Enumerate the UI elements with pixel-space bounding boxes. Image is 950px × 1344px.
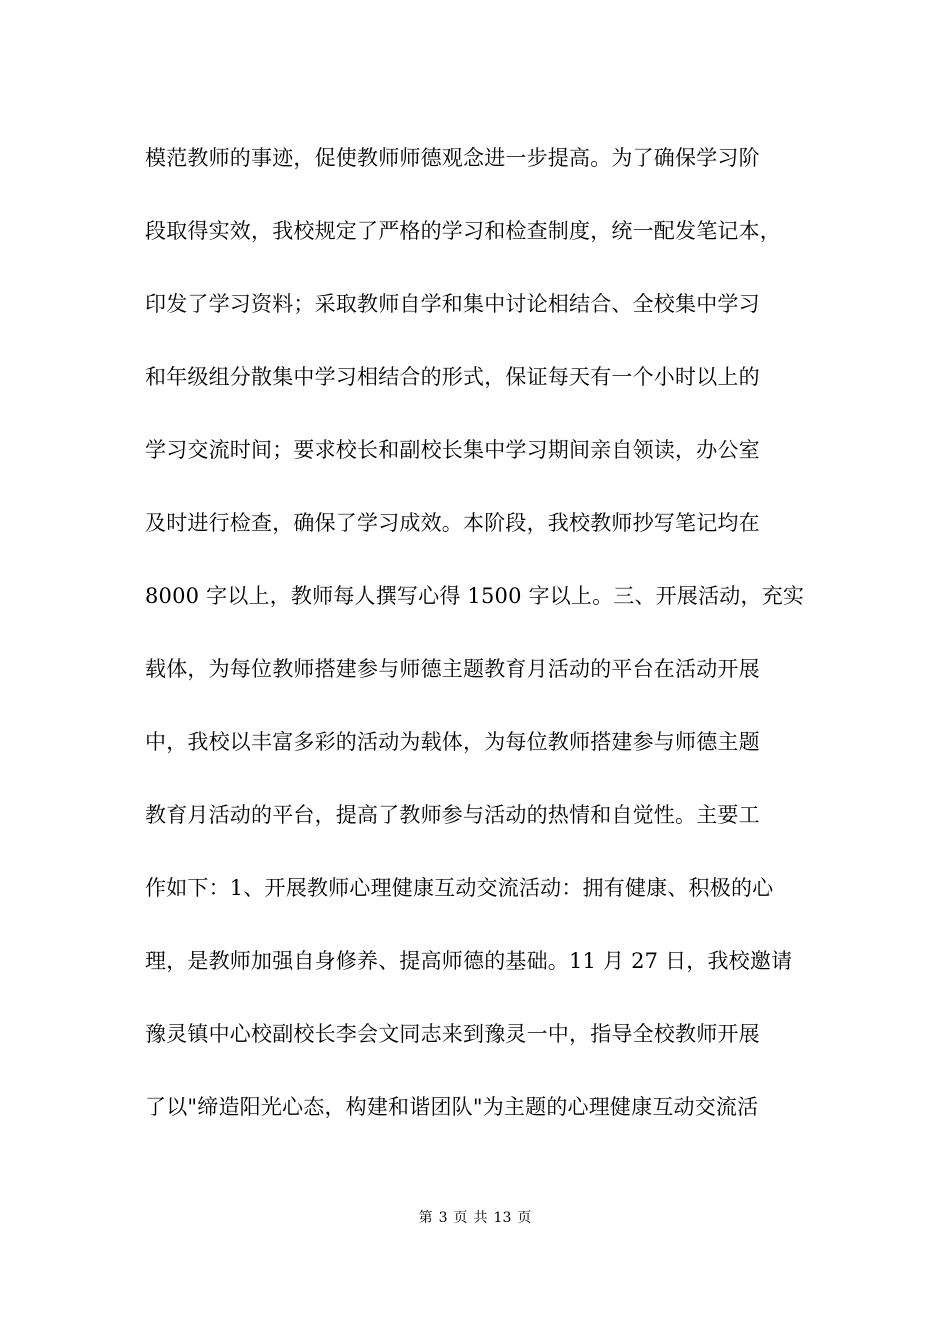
text-line-4: 和年级组分散集中学习相结合的形式，保证每天有一个小时以上的 bbox=[145, 365, 760, 389]
text-line-5: 学习交流时间；要求校长和副校长集中学习期间亲自领读，办公室 bbox=[145, 438, 760, 462]
text-line-12: 理，是教师加强自身修养、提高师德的基础。11 月 27 日，我校邀请 bbox=[145, 949, 793, 973]
text-line-6: 及时进行检查，确保了学习成效。本阶段，我校教师抄写笔记均在 bbox=[145, 511, 760, 535]
text-line-11: 作如下：1、开展教师心理健康互动交流活动：拥有健康、积极的心 bbox=[145, 876, 774, 900]
text-line-10: 教育月活动的平台，提高了教师参与活动的热情和自觉性。主要工 bbox=[145, 803, 760, 827]
text-line-7: 8000 字以上，教师每人撰写心得 1500 字以上。三、开展活动，充实 bbox=[145, 584, 805, 608]
text-line-9: 中，我校以丰富多彩的活动为载体，为每位教师搭建参与师德主题 bbox=[145, 730, 760, 754]
text-line-14: 了以"缔造阳光心态，构建和谐团队"为主题的心理健康互动交流活 bbox=[145, 1095, 759, 1119]
text-line-1: 模范教师的事迹，促使教师师德观念进一步提高。为了确保学习阶 bbox=[145, 146, 760, 170]
text-line-3: 印发了学习资料；采取教师自学和集中讨论相结合、全校集中学习 bbox=[145, 292, 760, 316]
page-footer bbox=[0, 1208, 950, 1228]
footer-suffix: 页 bbox=[517, 1210, 532, 1226]
text-line-2: 段取得实效，我校规定了严格的学习和检查制度，统一配发笔记本， bbox=[145, 219, 781, 243]
footer-total-word: 共 bbox=[473, 1210, 488, 1226]
footer-current-page: 3 bbox=[438, 1210, 448, 1226]
footer-total-pages: 13 bbox=[493, 1210, 512, 1226]
footer-page-word: 页 bbox=[453, 1210, 468, 1226]
footer-prefix: 第 bbox=[418, 1210, 433, 1226]
text-line-8: 载体，为每位教师搭建参与师德主题教育月活动的平台在活动开展 bbox=[145, 657, 760, 681]
body-text bbox=[145, 138, 815, 1160]
text-line-13: 豫灵镇中心校副校长李会文同志来到豫灵一中，指导全校教师开展 bbox=[145, 1022, 760, 1046]
